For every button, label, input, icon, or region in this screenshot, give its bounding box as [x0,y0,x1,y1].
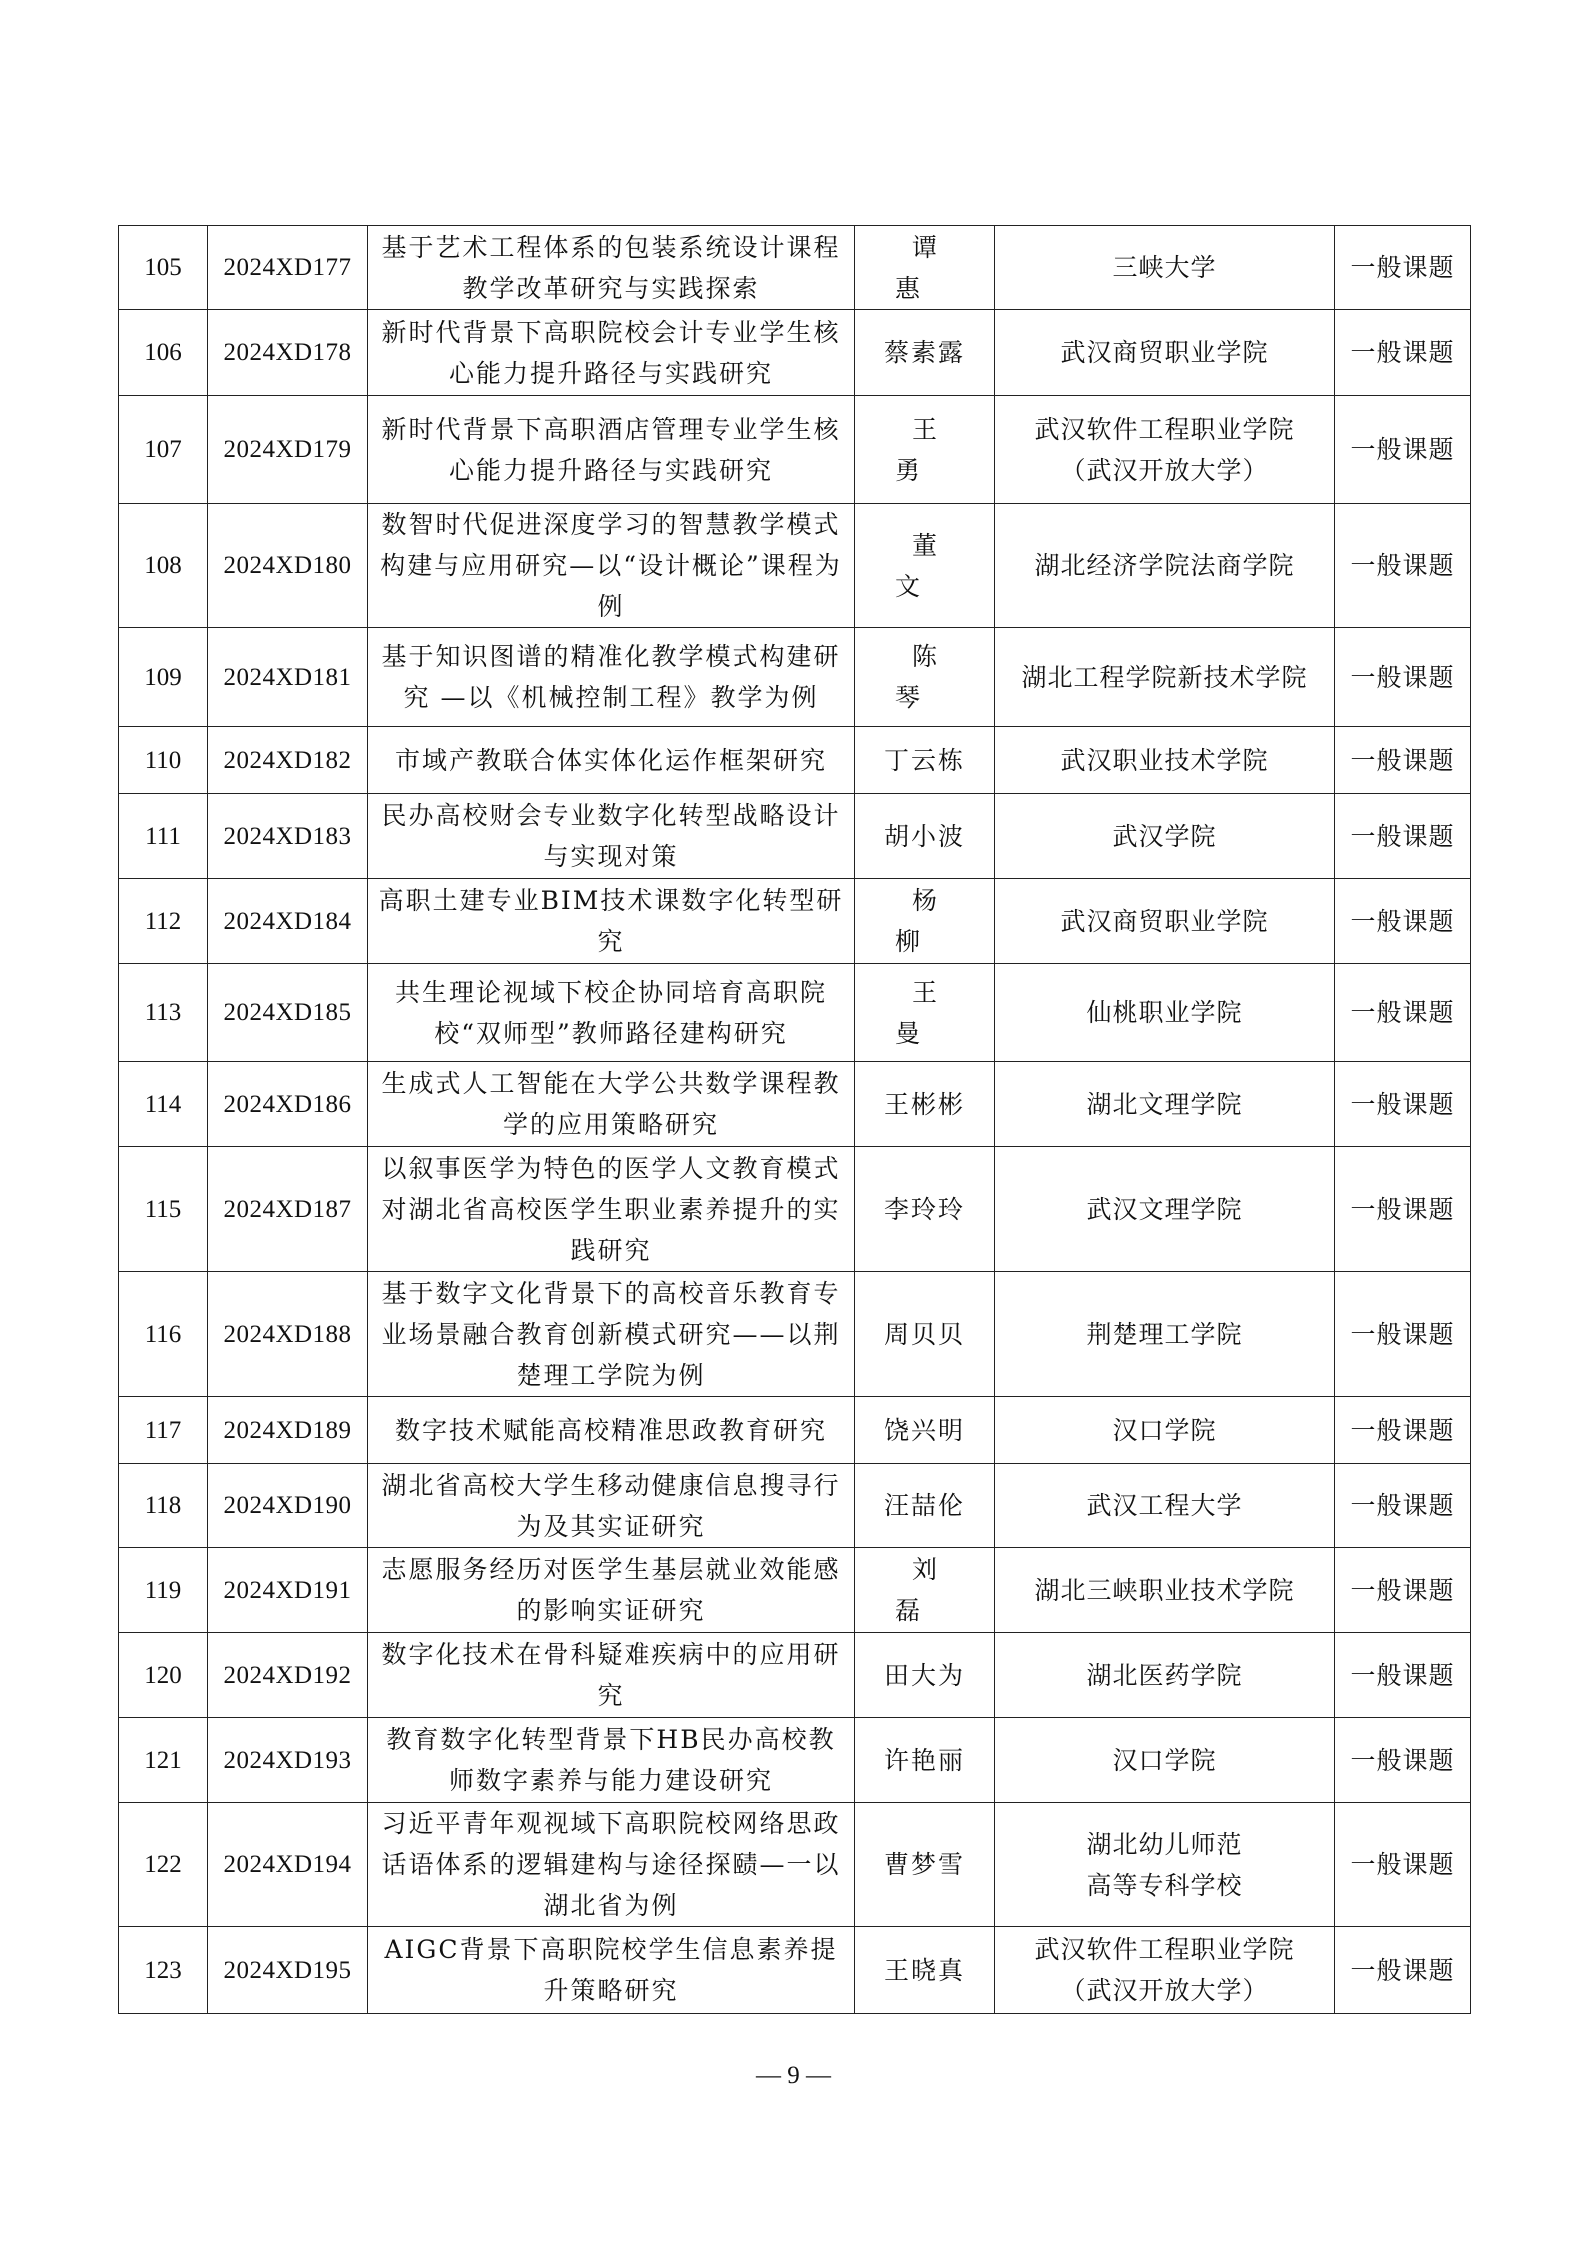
row-number: 109 [119,628,208,727]
project-leader: 蔡素露 [855,310,995,396]
project-leader: 田大为 [855,1633,995,1718]
table-row [119,226,1471,310]
project-leader: 丁云栋 [855,727,995,794]
row-number: 116 [119,1272,208,1397]
project-title: 生成式人工智能在大学公共数学课程教学的应用策略研究 [368,1062,855,1147]
project-code: 2024XD187 [208,1147,368,1272]
table-row [119,727,1471,794]
institution: 湖北医药学院 [995,1633,1335,1718]
institution: 汉口学院 [995,1397,1335,1464]
row-number: 114 [119,1062,208,1147]
project-type: 一般课题 [1335,1548,1471,1633]
project-type: 一般课题 [1335,1803,1471,1927]
project-title: 高职土建专业BIM技术课数字化转型研究 [368,879,855,964]
project-code: 2024XD192 [208,1633,368,1718]
row-number: 108 [119,504,208,628]
project-code: 2024XD193 [208,1718,368,1803]
project-title: 习近平青年观视域下高职院校网络思政话语体系的逻辑建构与途径探赜—一以湖北省为例 [368,1803,855,1927]
project-code: 2024XD178 [208,310,368,396]
project-leader: 李玲玲 [855,1147,995,1272]
institution: 湖北经济学院法商学院 [995,504,1335,628]
table-row [119,628,1471,727]
project-leader: 董 文 [855,504,995,628]
project-leader: 汪喆伦 [855,1464,995,1548]
project-title: 新时代背景下高职酒店管理专业学生核心能力提升路径与实践研究 [368,396,855,504]
institution: 武汉软件工程职业学院 （武汉开放大学） [995,396,1335,504]
page-number: — 9 — [756,2062,831,2089]
project-leader: 陈 琴 [855,628,995,727]
project-type: 一般课题 [1335,794,1471,879]
institution: 湖北幼儿师范 高等专科学校 [995,1803,1335,1927]
project-code: 2024XD189 [208,1397,368,1464]
row-number: 120 [119,1633,208,1718]
table-row [119,1927,1471,2014]
institution: 汉口学院 [995,1718,1335,1803]
row-number: 117 [119,1397,208,1464]
project-title: 新时代背景下高职院校会计专业学生核心能力提升路径与实践研究 [368,310,855,396]
table-row [119,1062,1471,1147]
table-row [119,964,1471,1062]
project-title: 民办高校财会专业数字化转型战略设计与实现对策 [368,794,855,879]
project-type: 一般课题 [1335,504,1471,628]
project-table [118,225,1471,2014]
project-type: 一般课题 [1335,628,1471,727]
project-code: 2024XD182 [208,727,368,794]
project-title: AIGC背景下高职院校学生信息素养提升策略研究 [368,1927,855,2014]
project-leader: 曹梦雪 [855,1803,995,1927]
table-row [119,1147,1471,1272]
institution: 湖北文理学院 [995,1062,1335,1147]
project-leader: 王彬彬 [855,1062,995,1147]
institution: 三峡大学 [995,226,1335,310]
project-type: 一般课题 [1335,226,1471,310]
project-type: 一般课题 [1335,1633,1471,1718]
project-leader: 胡小波 [855,794,995,879]
project-title: 市域产教联合体实体化运作框架研究 [368,727,855,794]
row-number: 111 [119,794,208,879]
project-type: 一般课题 [1335,964,1471,1062]
project-title: 湖北省高校大学生移动健康信息搜寻行为及其实证研究 [368,1464,855,1548]
table-row [119,1803,1471,1927]
institution: 武汉工程大学 [995,1464,1335,1548]
project-title: 共生理论视域下校企协同培育高职院校“双师型”教师路径建构研究 [368,964,855,1062]
project-leader: 王 勇 [855,396,995,504]
project-code: 2024XD181 [208,628,368,727]
table-row [119,396,1471,504]
project-leader: 饶兴明 [855,1397,995,1464]
project-type: 一般课题 [1335,1397,1471,1464]
row-number: 106 [119,310,208,396]
project-title: 教育数字化转型背景下HB民办高校教师数字素养与能力建设研究 [368,1718,855,1803]
project-type: 一般课题 [1335,1147,1471,1272]
project-title: 基于数字文化背景下的高校音乐教育专业场景融合教育创新模式研究——以荆楚理工学院为例 [368,1272,855,1397]
project-leader: 王晓真 [855,1927,995,2014]
row-number: 121 [119,1718,208,1803]
project-leader: 许艳丽 [855,1718,995,1803]
project-title: 数智时代促进深度学习的智慧教学模式构建与应用研究—以“设计概论”课程为例 [368,504,855,628]
row-number: 105 [119,226,208,310]
table-row [119,1633,1471,1718]
project-title: 基于艺术工程体系的包装系统设计课程教学改革研究与实践探索 [368,226,855,310]
institution: 武汉学院 [995,794,1335,879]
row-number: 123 [119,1927,208,2014]
project-code: 2024XD179 [208,396,368,504]
row-number: 107 [119,396,208,504]
project-code: 2024XD183 [208,794,368,879]
institution: 武汉软件工程职业学院 （武汉开放大学） [995,1927,1335,2014]
row-number: 113 [119,964,208,1062]
project-code: 2024XD188 [208,1272,368,1397]
row-number: 115 [119,1147,208,1272]
project-type: 一般课题 [1335,1272,1471,1397]
project-leader: 周贝贝 [855,1272,995,1397]
project-type: 一般课题 [1335,879,1471,964]
row-number: 119 [119,1548,208,1633]
project-title: 志愿服务经历对医学生基层就业效能感的影响实证研究 [368,1548,855,1633]
table-row [119,1548,1471,1633]
institution: 仙桃职业学院 [995,964,1335,1062]
project-code: 2024XD191 [208,1548,368,1633]
project-title: 数字技术赋能高校精准思政教育研究 [368,1397,855,1464]
project-type: 一般课题 [1335,1927,1471,2014]
project-code: 2024XD185 [208,964,368,1062]
project-leader: 刘 磊 [855,1548,995,1633]
row-number: 112 [119,879,208,964]
project-code: 2024XD195 [208,1927,368,2014]
institution: 湖北工程学院新技术学院 [995,628,1335,727]
institution: 武汉文理学院 [995,1147,1335,1272]
row-number: 122 [119,1803,208,1927]
row-number: 110 [119,727,208,794]
table-row [119,1464,1471,1548]
project-title: 数字化技术在骨科疑难疾病中的应用研究 [368,1633,855,1718]
project-code: 2024XD180 [208,504,368,628]
table-row [119,1718,1471,1803]
table-row [119,1397,1471,1464]
project-type: 一般课题 [1335,1062,1471,1147]
project-code: 2024XD190 [208,1464,368,1548]
project-type: 一般课题 [1335,1718,1471,1803]
institution: 湖北三峡职业技术学院 [995,1548,1335,1633]
institution: 武汉职业技术学院 [995,727,1335,794]
row-number: 118 [119,1464,208,1548]
project-type: 一般课题 [1335,310,1471,396]
project-code: 2024XD184 [208,879,368,964]
table-row [119,310,1471,396]
project-type: 一般课题 [1335,1464,1471,1548]
project-type: 一般课题 [1335,396,1471,504]
project-leader: 谭 惠 [855,226,995,310]
project-type: 一般课题 [1335,727,1471,794]
institution: 武汉商贸职业学院 [995,879,1335,964]
project-code: 2024XD186 [208,1062,368,1147]
project-title: 基于知识图谱的精准化教学模式构建研究 —以《机械控制工程》教学为例 [368,628,855,727]
project-title: 以叙事医学为特色的医学人文教育模式对湖北省高校医学生职业素养提升的实践研究 [368,1147,855,1272]
institution: 武汉商贸职业学院 [995,310,1335,396]
project-leader: 王 曼 [855,964,995,1062]
project-code: 2024XD177 [208,226,368,310]
project-code: 2024XD194 [208,1803,368,1927]
institution: 荆楚理工学院 [995,1272,1335,1397]
table-row [119,879,1471,964]
table-row [119,1272,1471,1397]
project-leader: 杨 柳 [855,879,995,964]
table-row [119,504,1471,628]
table-row [119,794,1471,879]
